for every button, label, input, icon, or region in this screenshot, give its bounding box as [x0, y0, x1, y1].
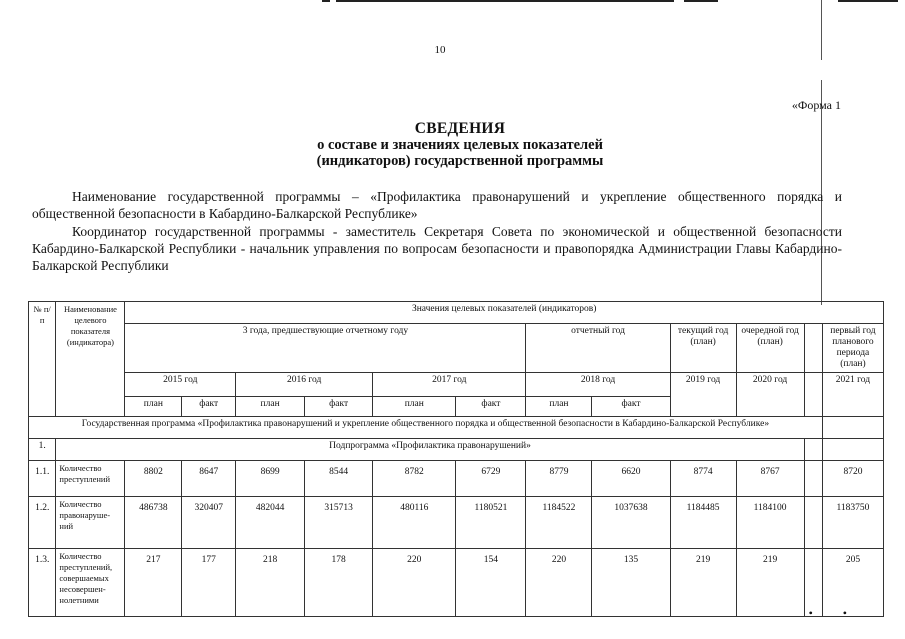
row-value: 8802 — [125, 461, 182, 497]
row-value: 1037638 — [592, 497, 670, 549]
table-row — [29, 497, 884, 549]
header-first-planned-year: первый год планового периода (план) — [822, 324, 883, 373]
row-number: 1.3. — [29, 549, 56, 617]
header-previous-years: 3 года, предшествующие отчетному году — [125, 324, 526, 373]
row-value: 1183750 — [822, 497, 883, 549]
header-year-2021: 2021 год — [822, 373, 883, 417]
header-spacer — [804, 373, 822, 417]
header-num: № п/п — [29, 302, 56, 417]
row-value: 320407 — [182, 497, 236, 549]
header-fact: факт — [182, 397, 236, 417]
scan-artifact-dots: •• — [808, 606, 877, 620]
header-plan: план — [236, 397, 305, 417]
row-value: 220 — [373, 549, 456, 617]
row-spacer — [804, 497, 822, 549]
row-value: 177 — [182, 549, 236, 617]
table-row — [29, 461, 884, 497]
row-value: 315713 — [305, 497, 373, 549]
row-value: 1180521 — [456, 497, 526, 549]
program-name-paragraph: Наименование государственной программы – «Профилактика правонарушений и укрепление общественного порядка и общественной безопасности в Кабардино-Балкарской Республике» — [32, 189, 842, 221]
row-value: 8647 — [182, 461, 236, 497]
document-title — [0, 121, 905, 169]
scan-artifact-line — [838, 0, 898, 2]
row-value: 154 — [456, 549, 526, 617]
row-value: 486738 — [125, 497, 182, 549]
row-value: 6729 — [456, 461, 526, 497]
row-value: 1184100 — [736, 497, 804, 549]
header-year-2017: 2017 год — [373, 373, 526, 397]
header-fact: факт — [592, 397, 670, 417]
row-value: 135 — [592, 549, 670, 617]
row-value: 480116 — [373, 497, 456, 549]
row-value: 8782 — [373, 461, 456, 497]
subprogram-row: Подпрограмма «Профилактика правонарушений» — [56, 439, 804, 461]
title-line-2: о составе и значениях целевых показателей — [317, 137, 603, 153]
header-year-2020: 2020 год — [736, 373, 804, 417]
header-spacer — [804, 324, 822, 373]
header-report-year: отчетный год — [526, 324, 670, 373]
scan-artifact-line — [684, 0, 718, 2]
row-value: 8720 — [822, 461, 883, 497]
row-value: 1184522 — [526, 497, 592, 549]
indicators-table — [28, 301, 884, 617]
program-row: Государственная программа «Профилактика правонарушений и укрепление общественного порядка и общественной безопасности в Кабардино-Балкарской Республике» — [29, 417, 823, 439]
row-value: 8767 — [736, 461, 804, 497]
row-value: 8699 — [236, 461, 305, 497]
row-value: 205 — [822, 549, 883, 617]
form-label: «Форма 1 — [791, 98, 841, 112]
row-value: 219 — [736, 549, 804, 617]
row-value: 6620 — [592, 461, 670, 497]
row-value: 220 — [526, 549, 592, 617]
row-indicator-name: Количество правонаруше-ний — [56, 497, 125, 549]
page-number: 10 — [434, 44, 446, 56]
scan-artifact-line — [336, 0, 674, 2]
scan-artifact-line — [322, 0, 330, 2]
header-year-2019: 2019 год — [670, 373, 736, 417]
subprogram-spacer — [822, 439, 883, 461]
table-row — [29, 549, 884, 617]
row-value: 482044 — [236, 497, 305, 549]
coordinator-paragraph: Координатор государственной программы - заместитель Секретаря Совета по экономической и общественной безопасности Кабардино-Балкарской Республики - начальник управления по вопросам безопасности и правопорядка Администрации Главы Кабардино-Балкарской Республики — [32, 224, 842, 273]
header-year-2016: 2016 год — [236, 373, 373, 397]
header-plan: план — [526, 397, 592, 417]
subprogram-spacer — [804, 439, 822, 461]
header-plan: план — [373, 397, 456, 417]
row-value: 219 — [670, 549, 736, 617]
header-fact: факт — [305, 397, 373, 417]
title-line-3: (индикаторов) государственной программы — [316, 153, 604, 169]
header-year-2015: 2015 год — [125, 373, 236, 397]
header-year-2018: 2018 год — [526, 373, 670, 397]
header-next-year: очередной год (план) — [736, 324, 804, 373]
row-spacer — [804, 461, 822, 497]
row-number: 1.1. — [29, 461, 56, 497]
row-indicator-name: Количество преступлений — [56, 461, 125, 497]
program-row-spacer — [822, 417, 883, 439]
subprogram-number: 1. — [29, 439, 56, 461]
row-value: 8779 — [526, 461, 592, 497]
row-value: 218 — [236, 549, 305, 617]
row-indicator-name: Количество преступлений, совершаемых несовершен-нолетними — [56, 549, 125, 617]
row-value: 8544 — [305, 461, 373, 497]
row-value: 217 — [125, 549, 182, 617]
row-value: 8774 — [670, 461, 736, 497]
title-line-1: СВЕДЕНИЯ — [414, 120, 506, 137]
row-value: 1184485 — [670, 497, 736, 549]
header-fact: факт — [456, 397, 526, 417]
row-value: 178 — [305, 549, 373, 617]
row-number: 1.2. — [29, 497, 56, 549]
header-plan: план — [125, 397, 182, 417]
header-indicator-name: Наименование целевого показателя (индикатора) — [56, 302, 125, 417]
header-values-group: Значения целевых показателей (индикаторов) — [125, 302, 884, 324]
header-current-year: текущий год (план) — [670, 324, 736, 373]
